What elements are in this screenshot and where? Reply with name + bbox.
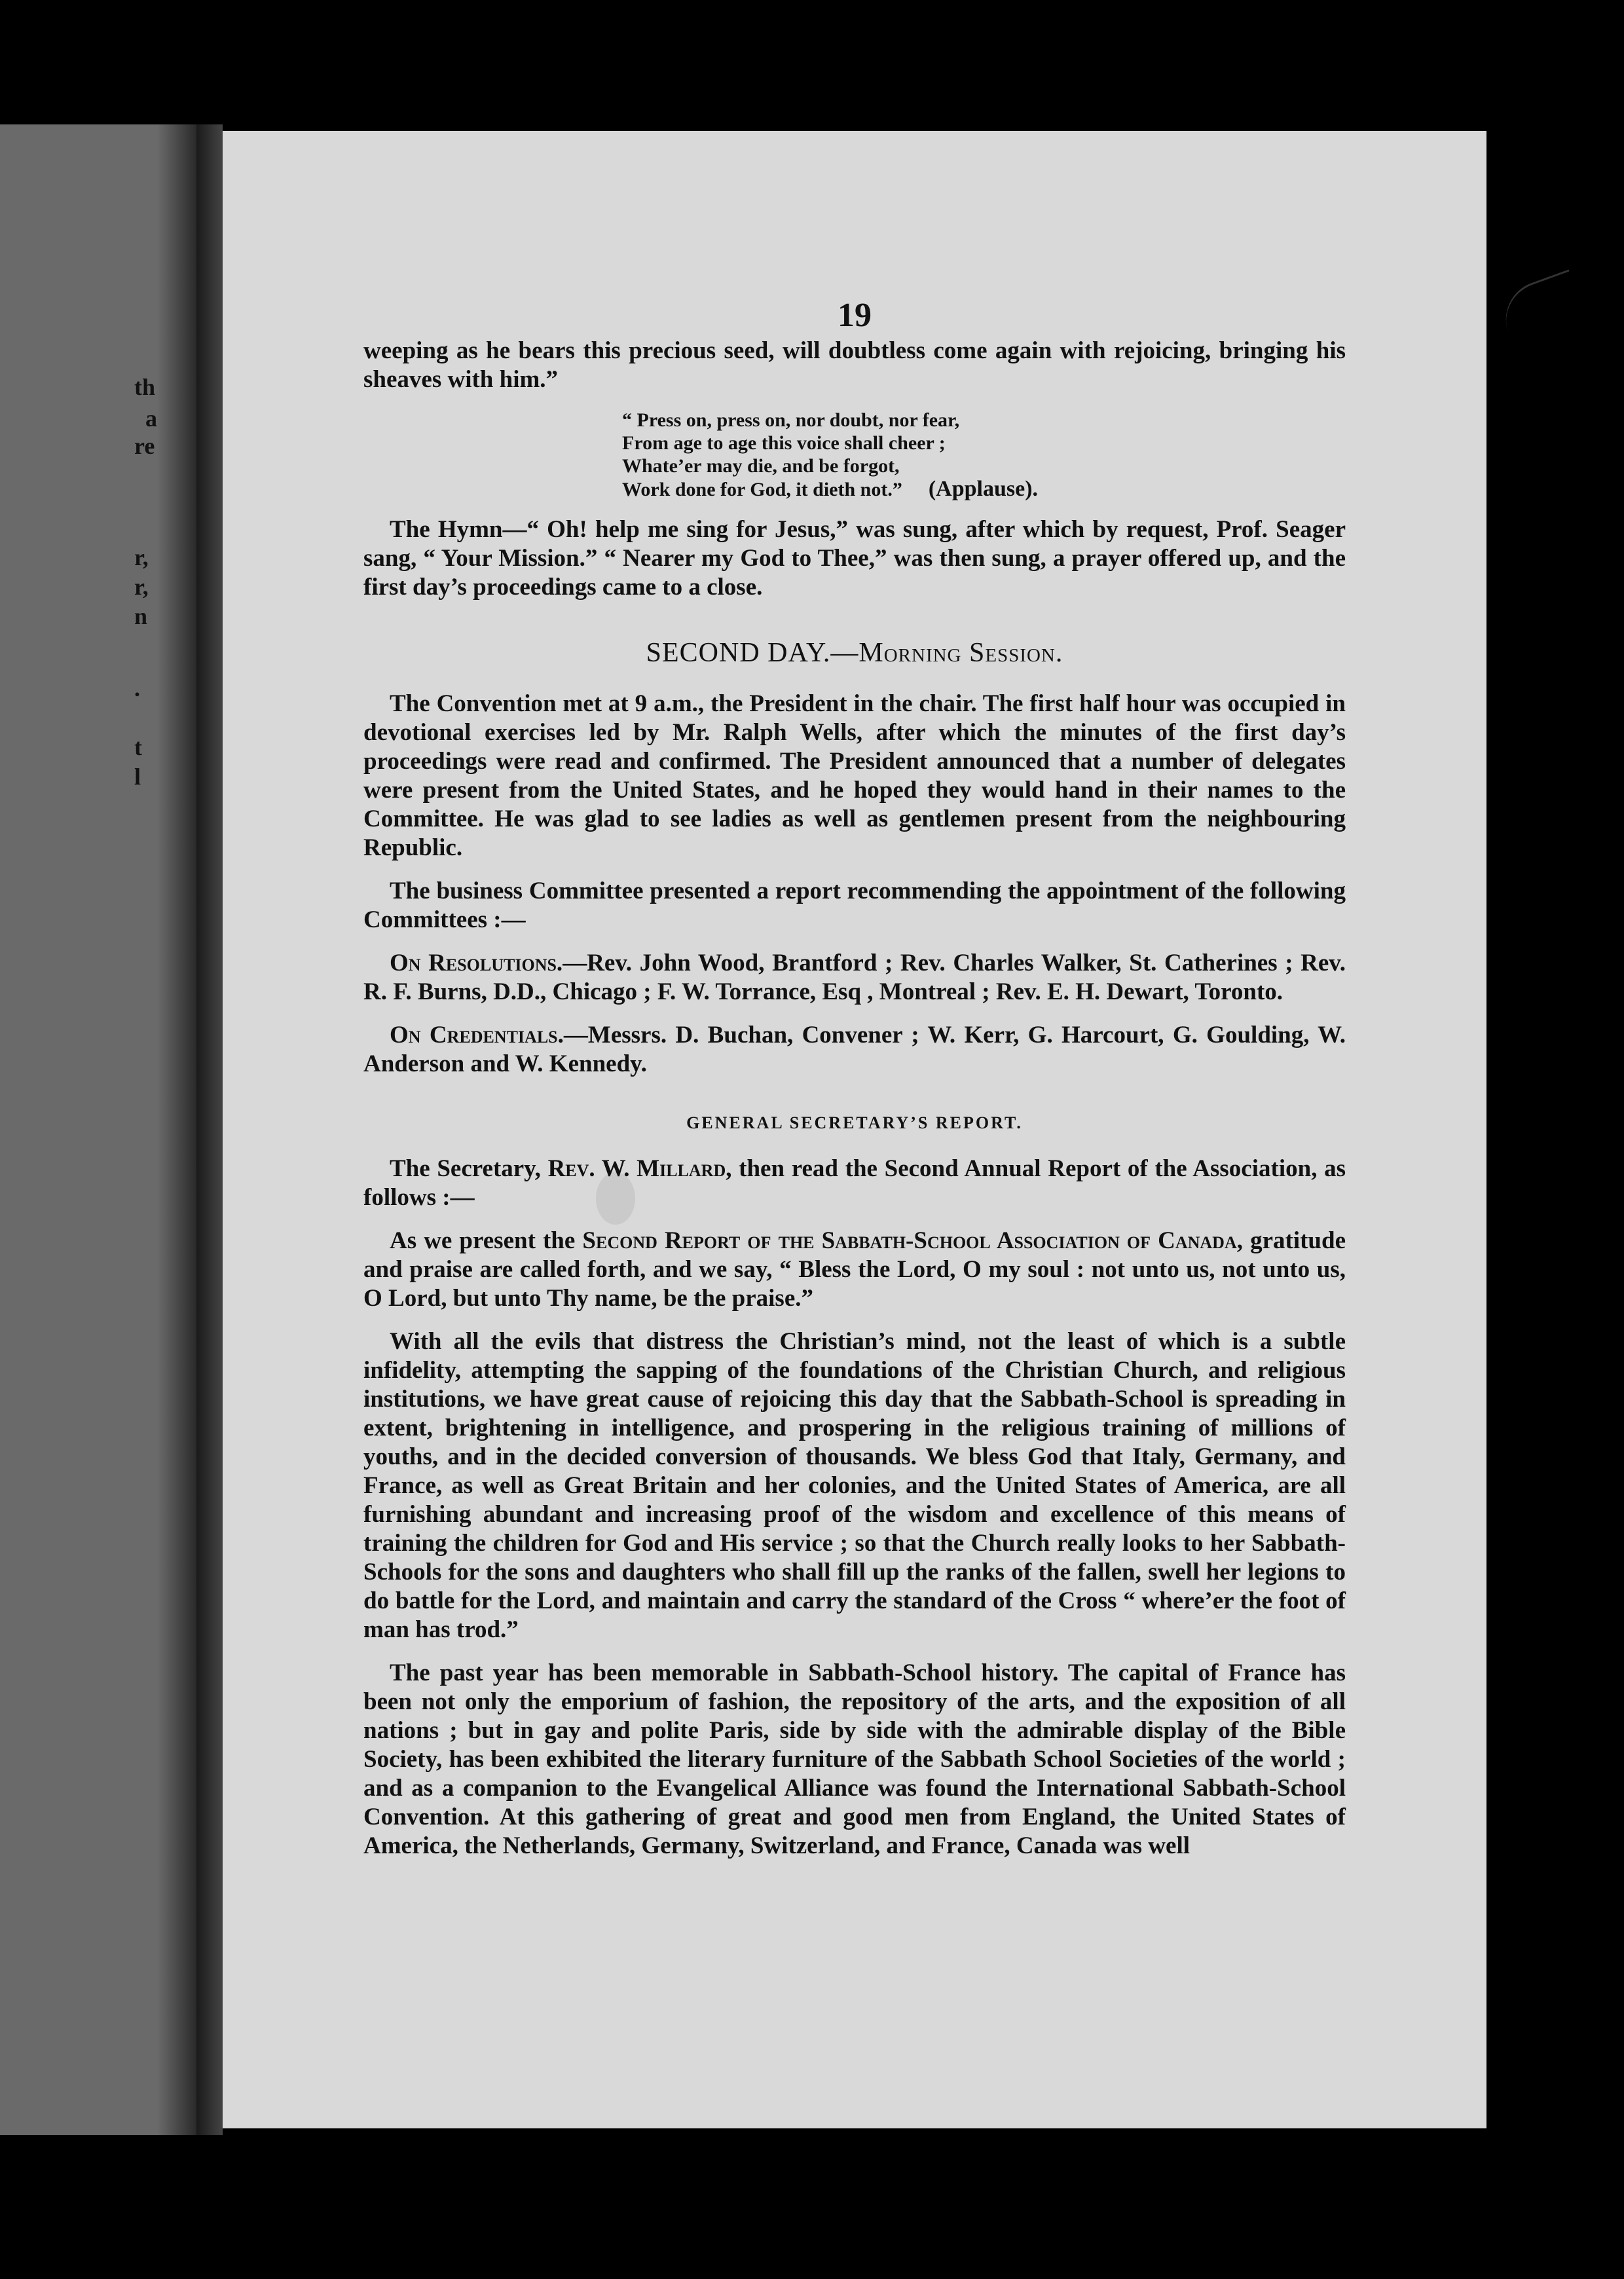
poem-line: Whate’er may die, and be forgot, [622, 455, 900, 477]
left-fragment: a [145, 405, 157, 432]
section-heading [363, 639, 1346, 667]
poem-line: “ Press on, press on, nor doubt, nor fear, [622, 409, 960, 431]
credentials-text: —Messrs. D. Buchan, Convener ; W. Kerr, G. Harcourt, G. Goulding, W. Anderson and W. Kennedy. [363, 1022, 1346, 1077]
left-page-gutter [157, 124, 196, 2135]
business-paragraph: The business Committee presented a report recommending the appointment of the following Committees :— [363, 878, 1346, 933]
book-spine [196, 124, 223, 2135]
page-number: 19 [838, 297, 872, 334]
pen-mark [1495, 269, 1583, 335]
applause-note: (Applause). [928, 477, 1039, 501]
section-heading-sub: Morning Session. [858, 638, 1063, 668]
poem [622, 409, 1346, 501]
hymn-paragraph: The Hymn—“ Oh! help me sing for Jesus,” was sung, after which by request, Prof. Seager sang, “ Your Mission.” “ Nearer my God to Thee,” was then sung, a prayer offered up, and the first day’s proceedings came to a close. [363, 516, 1346, 601]
present-pre: As we present the [390, 1227, 583, 1254]
secretary-pre: The Secretary, [390, 1155, 548, 1182]
evils-paragraph: With all the evils that distress the Christian’s mind, not the least of which is a subtle infidelity, attempting the sapping of the foundations of the Christian Church, and religious institutions, we have great cause of rejoicing this day that the Sabbath-School is spreading in extent, brightening in intelligence, and prospering in the religious training of millions of youths, and in the decided conversion of thousands. We bless God that Italy, Germany, and France, as well as Great Britain and her colonies, and the United States of America, are all furnishing abundant and increasing proof of the wisdom and excellence of this means of training the children for God and His service ; so that the Church really looks to her Sabbath-Schools for the sons and daughters who shall fill up the ranks of the fallen, swell her legions to do battle for the Lord, and maintain and carry the standard of the Cross “ where’er the foot of man has trod.” [363, 1328, 1346, 1643]
page-text [363, 297, 1346, 1875]
left-fragment: th [134, 374, 156, 400]
left-fragment: r, [134, 574, 149, 600]
secretary-post: then read the Second Annual Report of the Association, as follows :— [363, 1155, 1346, 1211]
resolutions-paragraph [363, 949, 1346, 1007]
section-heading-main: SECOND DAY.— [646, 638, 859, 668]
poem-line [622, 477, 1346, 501]
resolutions-label: On Resolutions. [390, 950, 563, 976]
secretary-name: Rev. W. Millard, [547, 1155, 732, 1182]
present-paragraph [363, 1227, 1346, 1313]
past-year-paragraph: The past year has been memorable in Sabbath-School history. The capital of France has been not only the emporium of fashion, the repository of the arts, and the exposition of all nations ; but in gay and polite Paris, side by side with the admirable display of the Bible Society, has been exhibited the literary furniture of the Sabbath School Societies of the world ; and as a companion to the Evangelical Alliance was found the International Sabbath-School Convention. At this gathering of great and good men from England, the United States of America, the Netherlands, Germany, Switzerland, and France, Canada was well [363, 1659, 1346, 1859]
report-heading: GENERAL SECRETARY’S REPORT. [686, 1113, 1023, 1132]
secretary-paragraph [363, 1155, 1346, 1212]
poem-line-text: Work done for God, it dieth not.” [622, 479, 902, 500]
left-fragment: t [134, 734, 142, 760]
left-fragment: r, [134, 544, 149, 570]
present-title: Second Report of the Sabbath-School Association of Canada, [582, 1227, 1243, 1254]
credentials-paragraph [363, 1021, 1346, 1079]
resolutions-text: —Rev. John Wood, Brantford ; Rev. Charles Walker, St. Catherines ; Rev. R. F. Burns, D.D., Chicago ; F. W. Torrance, Esq , Montreal ; Rev. E. H. Dewart, Toronto. [363, 950, 1346, 1005]
credentials-label: On Credentials. [390, 1022, 564, 1048]
left-fragment: . [134, 675, 140, 701]
left-fragment: re [134, 433, 155, 459]
left-fragment: l [134, 764, 141, 790]
left-page-edge [0, 124, 196, 2135]
present-post: gratitude and praise are called forth, and we say, “ Bless the Lord, O my soul : not unto us, not unto us, O Lord, but unto Thy name, be the praise.” [363, 1227, 1346, 1312]
poem-line: From age to age this voice shall cheer ; [622, 432, 946, 454]
left-fragment: n [134, 603, 148, 629]
opening-paragraph: weeping as he bears this precious seed, will doubtless come again with rejoicing, bringing his sheaves with him.” [363, 337, 1346, 393]
convention-paragraph: The Convention met at 9 a.m., the President in the chair. The first half hour was occupied in devotional exercises led by Mr. Ralph Wells, after which the minutes of the first day’s proceedings were read and confirmed. The President announced that a number of delegates were present from the United States, and he hoped they would hand in their names to the Committee. He was glad to see ladies as well as gentlemen present from the neighbouring Republic. [363, 690, 1346, 861]
